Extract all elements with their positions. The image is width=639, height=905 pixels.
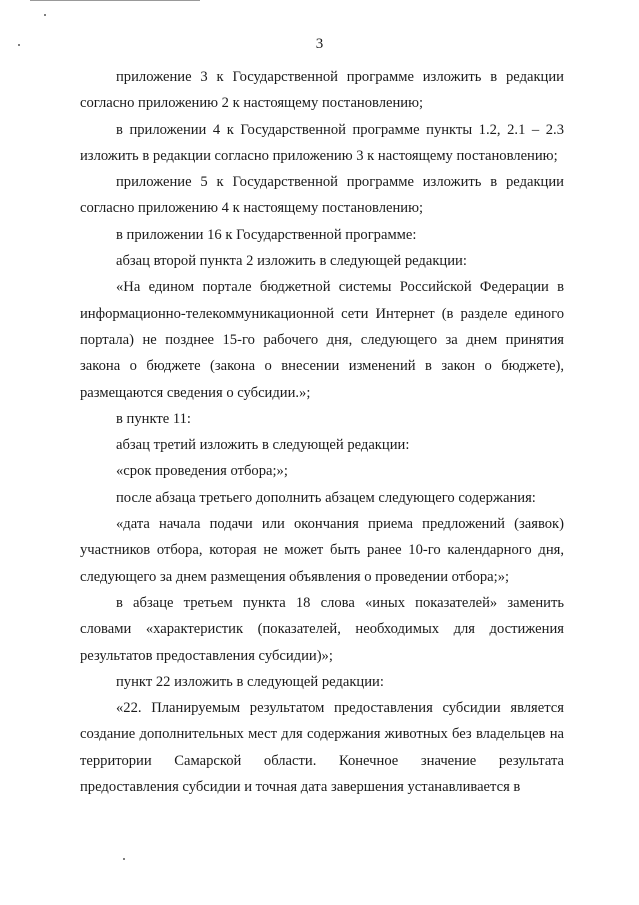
paragraph: приложение 3 к Государственной программе изложить в редакции согласно приложению 2 к настоящему постановлению; [80,69,564,112]
paragraph: «На едином портале бюджетной системы Российской Федерации в информационно-телекоммуникационной сети Интернет (в разделе единого портала) не позднее 15-го рабочего дня, следующего за днем принятия закона о бюджете (закона о внесении изменений в закон о бюджете), размещаются сведения о субсидии.»; [80,279,564,401]
scan-edge-line [30,0,200,1]
paragraph: после абзаца третьего дополнить абзацем следующего содержания: [116,489,536,506]
paragraph: «срок проведения отбора;»; [116,463,288,480]
paragraph: абзац второй пункта 2 изложить в следующей редакции: [116,253,467,270]
paragraph: приложение 5 к Государственной программе изложить в редакции согласно приложению 4 к настоящему постановлению; [80,174,564,217]
paragraph: абзац третий изложить в следующей редакции: [116,437,410,454]
scan-speck [44,14,46,16]
paragraph: «22. Планируемым результатом предоставления субсидии является создание дополнительных мест для содержания животных без владельцев на территории Самарской области. Конечное значение результата предоставления субсидии и точная дата завершения устанавливается в [80,700,564,796]
scan-speck [123,858,125,860]
paragraph: «дата начала подачи или окончания приема предложений (заявок) участников отбора, которая не может быть ранее 10-го календарного дня, следующего за днем размещения объявления о проведении отбора;»; [80,516,564,585]
document-body [80,64,564,800]
paragraph: в приложении 16 к Государственной программе: [116,226,417,243]
page-number: 3 [315,36,324,52]
paragraph: в приложении 4 к Государственной программе пункты 1.2, 2.1 – 2.3 изложить в редакции согласно приложению 3 к настоящему постановлению; [80,121,564,164]
paragraph: пункт 22 изложить в следующей редакции: [116,673,384,690]
paragraph: в пункте 11: [116,410,191,427]
paragraph: в абзаце третьем пункта 18 слова «иных показателей» заменить словами «характеристик (показателей, необходимых для достижения результатов предоставления субсидии)»; [80,594,564,664]
